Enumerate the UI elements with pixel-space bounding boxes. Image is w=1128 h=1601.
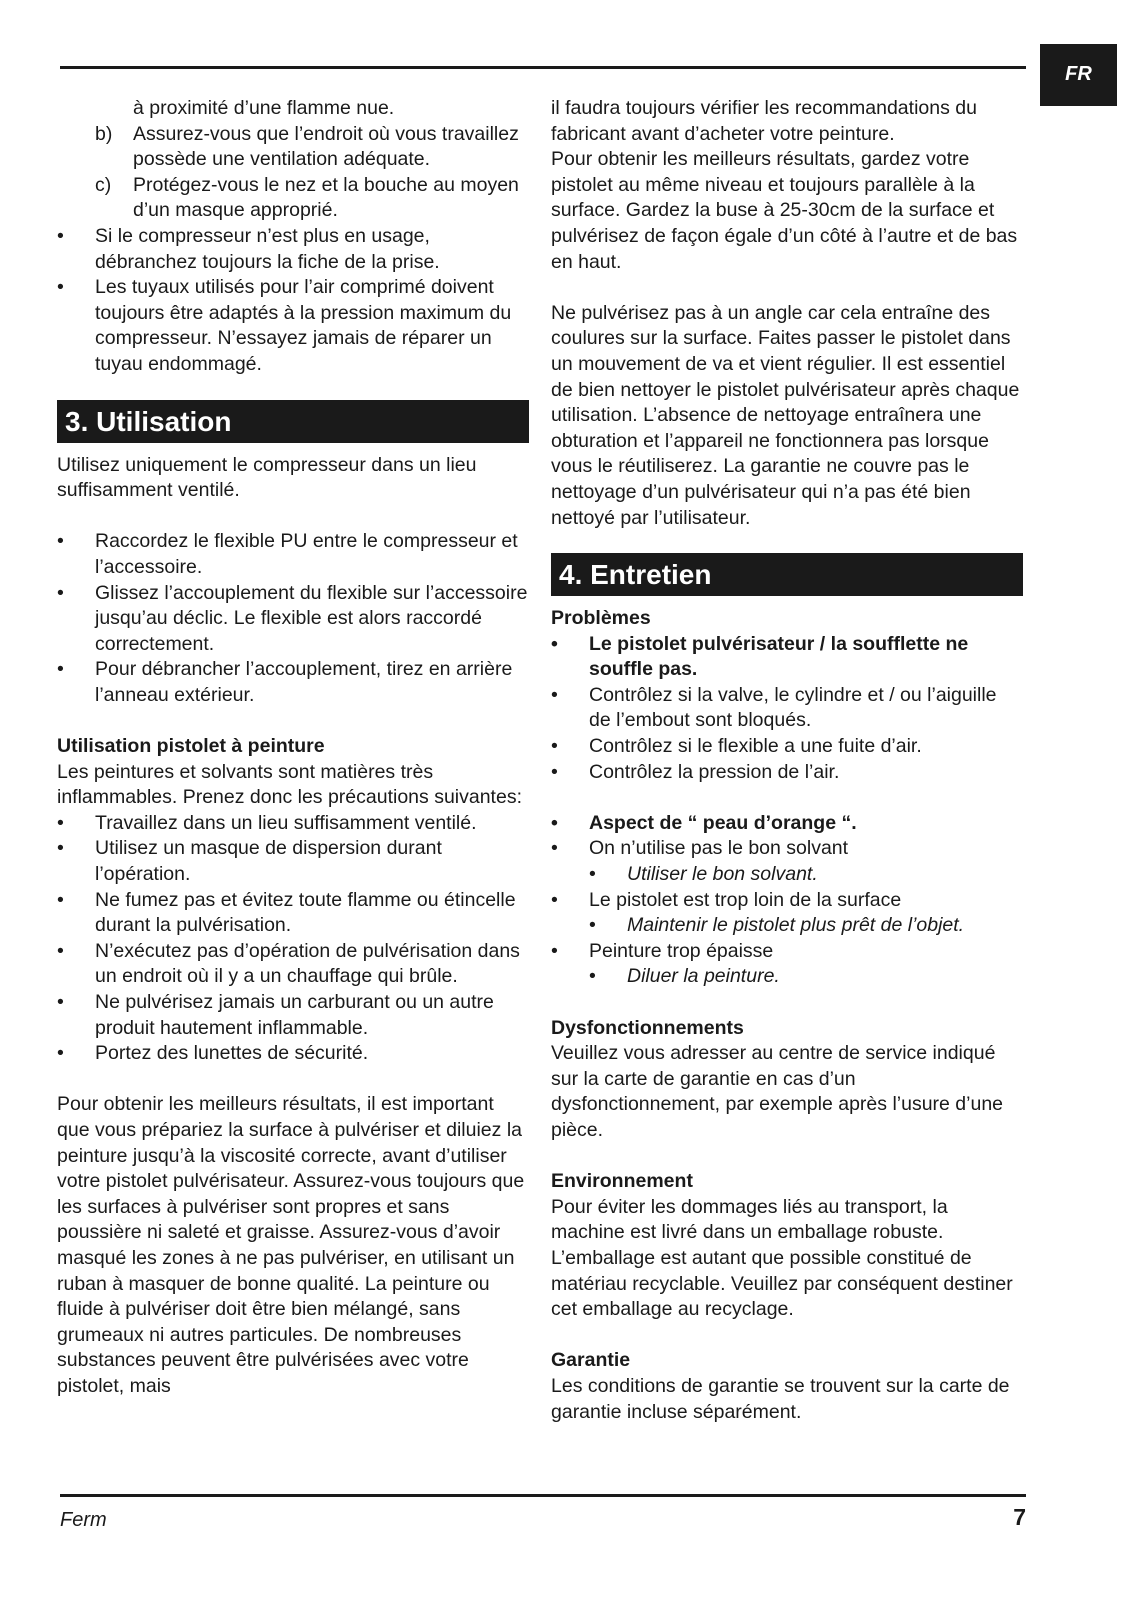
bullet-icon: • [551, 760, 558, 783]
sub-list-item [551, 964, 1023, 990]
paragraph: Veuillez vous adresser au centre de service indiqué sur la carte de garantie en cas d’un dysfonctionnement, par exemple après l’usure d’une pièce. [551, 1042, 1004, 1141]
list-item [57, 1041, 529, 1067]
list-text: N’exécutez pas d’opération de pulvérisation dans un endroit où il y a un chauffage qui brûle. [95, 939, 520, 988]
list-item [551, 760, 1023, 786]
bullet-icon: • [551, 837, 558, 860]
list-text: On n’utilise pas le bon solvant [589, 837, 849, 860]
bullet-icon: • [551, 939, 558, 962]
list-text: Diluer la peinture. [627, 965, 780, 988]
list-item [57, 529, 529, 580]
bullet-icon: • [551, 735, 558, 758]
bullet-icon: • [589, 914, 596, 937]
list-item [57, 581, 529, 658]
problem-item [551, 632, 1023, 683]
paragraph: Ne pulvérisez pas à un angle car cela entraîne des coulures sur la surface. Faites passer le pistolet dans un mouvement de va et vient régulier. Il est essentiel de bien nettoyer le pistolet pulvérisateur après chaque utilisation. L’absence de nettoyage entraînera une obturation et l’appareil ne fonctionnera pas lorsque vous le réutiliserez. La garantie ne couvre pas le nettoyage d’un pulvérisateur qui n’a pas été bien nettoyé par l’utilisateur. [551, 301, 1020, 529]
list-item [551, 939, 1023, 965]
language-tab: FR [1040, 44, 1117, 106]
subheading-warranty: Garantie [551, 1349, 631, 1372]
bullet-icon: • [57, 888, 64, 911]
footer-rule [60, 1494, 1026, 1497]
subheading-spray-gun: Utilisation pistolet à peinture [57, 735, 325, 758]
paragraph: il faudra toujours vérifier les recommandations du fabricant avant d’acheter votre peinture. [551, 97, 977, 145]
spray-intro: Les peintures et solvants sont matières très inflammables. Prenez donc les précautions suivantes: [57, 760, 522, 809]
section-heading-utilisation: 3. Utilisation [57, 400, 529, 443]
list-item [57, 122, 529, 173]
list-item [57, 836, 529, 887]
list-text: Le pistolet pulvérisateur / la soufflette ne souffle pas. [589, 632, 969, 681]
header-rule [60, 66, 1026, 69]
bullet-icon: • [551, 683, 558, 706]
page-number: 7 [1013, 1504, 1026, 1530]
list-item [551, 734, 1023, 760]
bullet-icon: • [57, 276, 64, 299]
list-text: Travaillez dans un lieu suffisamment ventilé. [95, 811, 477, 834]
list-text: Le pistolet est trop loin de la surface [589, 888, 902, 911]
list-text: Utiliser le bon solvant. [627, 863, 818, 886]
list-item [57, 939, 529, 990]
bullet-icon: • [551, 811, 558, 834]
section-heading-entretien: 4. Entretien [551, 553, 1023, 596]
paragraph: Les conditions de garantie se trouvent sur la carte de garantie incluse séparément. [551, 1374, 1010, 1423]
list-marker: c) [95, 173, 112, 196]
list-text: Si le compresseur n’est plus en usage, débranchez toujours la fiche de la prise. [95, 224, 440, 273]
bullet-icon: • [589, 863, 596, 886]
list-text: Contrôlez si la valve, le cylindre et / ou l’aiguille de l’embout sont bloqués. [589, 683, 997, 732]
footer-brand: Ferm [60, 1509, 107, 1531]
subheading-environment: Environnement [551, 1170, 693, 1193]
list-item [551, 683, 1023, 734]
list-text: Ne pulvérisez jamais un carburant ou un autre produit hautement inflammable. [95, 991, 494, 1039]
bullet-icon: • [57, 939, 64, 962]
list-item [57, 888, 529, 939]
list-text: Maintenir le pistolet plus prêt de l’objet. [627, 914, 965, 937]
bullet-icon: • [57, 658, 64, 681]
problem-item [551, 811, 1023, 837]
bullet-icon: • [57, 581, 64, 604]
list-text: Assurez-vous que l’endroit où vous travaillez possède une ventilation adéquate. [133, 122, 519, 171]
preparation-paragraph: Pour obtenir les meilleurs résultats, il est important que vous prépariez la surface à pulvériser et diluiez la peinture jusqu’à la viscosité correcte, avant d’utiliser votre pistolet pulvérisateur. Assurez-vous toujours que les surfaces à pulvériser sont propres et sans poussière ni saleté et graisse. Assurez-vous d’avoir masqué les zones à ne pas pulvériser, en utilisant un ruban à masquer de bonne qualité. La peinture ou fluide à pulvériser doit être bien mélangé, sans grumeaux ni autres particules. De nombreuses substances peuvent être pulvérisées avec votre pistolet, mais [57, 1093, 525, 1397]
continued-line: à proximité d’une flamme nue. [133, 97, 395, 119]
list-marker: b) [95, 122, 113, 145]
list-text: Utilisez un masque de dispersion durant l’opération. [95, 837, 442, 886]
left-column [57, 96, 529, 1400]
bullet-icon: • [57, 811, 64, 834]
bullet-icon: • [551, 632, 558, 655]
subheading-problems: Problèmes [551, 607, 651, 630]
list-text: Contrôlez si le flexible a une fuite d’air. [589, 735, 922, 758]
bullet-icon: • [57, 224, 64, 247]
bullet-icon: • [589, 965, 596, 988]
sub-list-item [551, 862, 1023, 888]
list-text: Contrôlez la pression de l’air. [589, 760, 840, 783]
bullet-icon: • [57, 837, 64, 860]
list-text: Protégez-vous le nez et la bouche au moyen d’un masque approprié. [133, 173, 519, 222]
list-text: Portez des lunettes de sécurité. [95, 1042, 369, 1065]
bullet-icon: • [57, 991, 64, 1013]
list-item [551, 888, 1023, 914]
list-text: Ne fumez pas et évitez toute flamme ou étincelle durant la pulvérisation. [95, 888, 516, 937]
list-item [57, 224, 529, 275]
list-item [57, 173, 529, 224]
intro-paragraph: Utilisez uniquement le compresseur dans un lieu suffisamment ventilé. [57, 453, 477, 502]
bullet-icon: • [57, 1042, 64, 1065]
list-text: Peinture trop épaisse [589, 939, 774, 962]
list-text: Aspect de “ peau d’orange “. [589, 811, 857, 834]
right-column [551, 96, 1023, 1425]
list-text: Pour débrancher l’accouplement, tirez en arrière l’anneau extérieur. [95, 658, 513, 706]
list-text: Glissez l’accouplement du flexible sur l’accessoire jusqu’au déclic. Le flexible est alors raccordé correctement. [95, 581, 528, 655]
list-text: Raccordez le flexible PU entre le compresseur et l’accessoire. [95, 530, 518, 578]
paragraph: Pour éviter les dommages liés au transport, la machine est livré dans un emballage robuste. L’emballage est autant que possible constitué de matériau recyclable. Veuillez par conséquent destiner cet emballage au recyclage. [551, 1195, 1013, 1321]
list-item [57, 275, 529, 377]
bullet-icon: • [57, 530, 64, 553]
subheading-malfunctions: Dysfonctionnements [551, 1016, 744, 1039]
sub-list-item [551, 913, 1023, 939]
list-item [57, 657, 529, 708]
list-item [551, 836, 1023, 862]
list-item [57, 811, 529, 837]
list-text: Les tuyaux utilisés pour l’air comprimé doivent toujours être adaptés à la pression maximum du compresseur. N’essayez jamais de réparer un tuyau endommagé. [95, 276, 512, 375]
paragraph: Pour obtenir les meilleurs résultats, gardez votre pistolet au même niveau et toujours parallèle à la surface. Gardez la buse à 25-30cm de la surface et pulvérisez de façon égale d’un côté à l’autre et de bas en haut. [551, 148, 1018, 273]
bullet-icon: • [551, 888, 558, 911]
list-item [57, 990, 529, 1041]
